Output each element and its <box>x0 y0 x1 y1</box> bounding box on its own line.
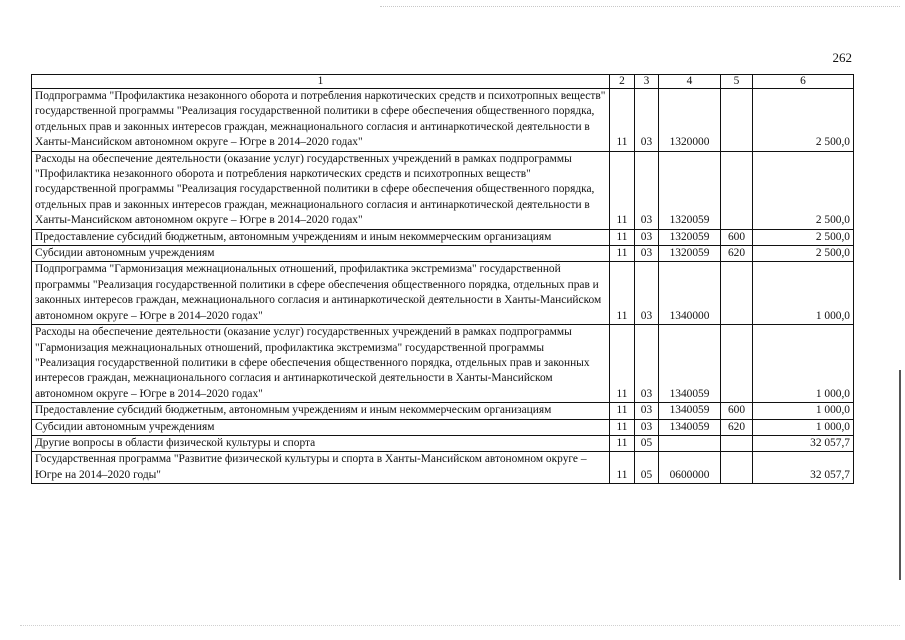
row-name: Расходы на обеспечение деятельности (оказание услуг) государственных учреждений в рамках подпрограммы "Гармонизация межнациональных отношений, профилактика экстремизма" государственной программы "Реализация государственной политики в сфере обеспечения общественного порядка, отдельных прав и законных интересов граждан, межнационального согласия и антинаркотической деятельности в Ханты-Мансийском автономном округе – Югре в 2014–2020 годах" <box>32 325 610 403</box>
row-section: 11 <box>610 419 635 435</box>
table-row <box>32 229 854 245</box>
row-amount: 2 500,0 <box>753 229 854 245</box>
table-row <box>32 89 854 152</box>
scan-artifact-top <box>380 6 900 8</box>
row-name: Субсидии автономным учреждениям <box>32 419 610 435</box>
row-type: 620 <box>721 419 753 435</box>
budget-table <box>31 74 854 484</box>
row-target: 1320059 <box>659 246 721 262</box>
table-row <box>32 262 854 325</box>
row-target: 1320000 <box>659 89 721 152</box>
row-subsection: 03 <box>635 262 659 325</box>
row-subsection: 03 <box>635 229 659 245</box>
header-amount-column: 6 <box>753 75 854 89</box>
row-section: 11 <box>610 89 635 152</box>
row-name: Другие вопросы в области физической культуры и спорта <box>32 435 610 451</box>
row-subsection: 03 <box>635 403 659 419</box>
table-row <box>32 435 854 451</box>
row-amount: 1 000,0 <box>753 419 854 435</box>
row-target <box>659 435 721 451</box>
row-name: Государственная программа "Развитие физической культуры и спорта в Ханты-Мансийском автономном округе – Югре на 2014–2020 годы" <box>32 452 610 484</box>
row-subsection: 05 <box>635 452 659 484</box>
row-subsection: 03 <box>635 246 659 262</box>
row-name: Расходы на обеспечение деятельности (оказание услуг) государственных учреждений в рамках подпрограммы "Профилактика незаконного оборота и потребления наркотических средств и психотропных веществ" государственной программы "Реализация государственной политики в сфере обеспечения общественного порядка, отдельных прав и законных интересов граждан, межнационального согласия и антинаркотической деятельности в Ханты-Мансийском автономном округе – Югре в 2014–2020 годах" <box>32 151 610 229</box>
table-row <box>32 403 854 419</box>
row-subsection: 03 <box>635 151 659 229</box>
row-section: 11 <box>610 403 635 419</box>
row-target: 1320059 <box>659 229 721 245</box>
row-type <box>721 435 753 451</box>
table-row <box>32 325 854 403</box>
row-amount: 1 000,0 <box>753 325 854 403</box>
row-type: 600 <box>721 403 753 419</box>
row-amount: 32 057,7 <box>753 435 854 451</box>
row-target: 0600000 <box>659 452 721 484</box>
row-subsection: 03 <box>635 89 659 152</box>
row-amount: 2 500,0 <box>753 151 854 229</box>
row-type <box>721 151 753 229</box>
table-header-row <box>32 75 854 89</box>
table-row <box>32 452 854 484</box>
row-target: 1340059 <box>659 325 721 403</box>
header-subsection-column: 3 <box>635 75 659 89</box>
scan-artifact-bottom <box>20 625 900 627</box>
row-type <box>721 89 753 152</box>
row-amount: 1 000,0 <box>753 262 854 325</box>
row-section: 11 <box>610 246 635 262</box>
page-number: 262 <box>832 50 852 65</box>
row-target: 1340059 <box>659 419 721 435</box>
header-section-column: 2 <box>610 75 635 89</box>
row-type: 620 <box>721 246 753 262</box>
scan-artifact-edge <box>899 370 901 580</box>
header-target-column: 4 <box>659 75 721 89</box>
row-subsection: 05 <box>635 435 659 451</box>
row-amount: 32 057,7 <box>753 452 854 484</box>
row-subsection: 03 <box>635 419 659 435</box>
row-name: Субсидии автономным учреждениям <box>32 246 610 262</box>
row-section: 11 <box>610 325 635 403</box>
row-type <box>721 452 753 484</box>
row-name: Подпрограмма "Гармонизация межнациональных отношений, профилактика экстремизма" государственной программы "Реализация государственной политики в сфере обеспечения общественного порядка, отдельных прав и законных интересов граждан, межнационального согласия и антинаркотической деятельности в Ханты-Мансийском автономном округе – Югре в 2014–2020 годах" <box>32 262 610 325</box>
row-section: 11 <box>610 229 635 245</box>
row-name: Предоставление субсидий бюджетным, автономным учреждениям и иным некоммерческим организациям <box>32 403 610 419</box>
row-type <box>721 325 753 403</box>
row-amount: 2 500,0 <box>753 89 854 152</box>
row-section: 11 <box>610 452 635 484</box>
row-amount: 2 500,0 <box>753 246 854 262</box>
header-name-column: 1 <box>32 75 610 89</box>
row-type: 600 <box>721 229 753 245</box>
row-type <box>721 262 753 325</box>
row-target: 1320059 <box>659 151 721 229</box>
header-type-column: 5 <box>721 75 753 89</box>
row-name: Предоставление субсидий бюджетным, автономным учреждениям и иным некоммерческим организациям <box>32 229 610 245</box>
row-target: 1340000 <box>659 262 721 325</box>
table-row <box>32 151 854 229</box>
row-amount: 1 000,0 <box>753 403 854 419</box>
row-section: 11 <box>610 262 635 325</box>
row-section: 11 <box>610 435 635 451</box>
row-subsection: 03 <box>635 325 659 403</box>
row-target: 1340059 <box>659 403 721 419</box>
row-section: 11 <box>610 151 635 229</box>
table-row <box>32 419 854 435</box>
table-row <box>32 246 854 262</box>
row-name: Подпрограмма "Профилактика незаконного оборота и потребления наркотических средств и психотропных веществ" государственной программы "Реализация государственной политики в сфере обеспечения общественного порядка, отдельных прав и законных интересов граждан, межнационального согласия и антинаркотической деятельности в Ханты-Мансийском автономном округе – Югре в 2014–2020 годах" <box>32 89 610 152</box>
